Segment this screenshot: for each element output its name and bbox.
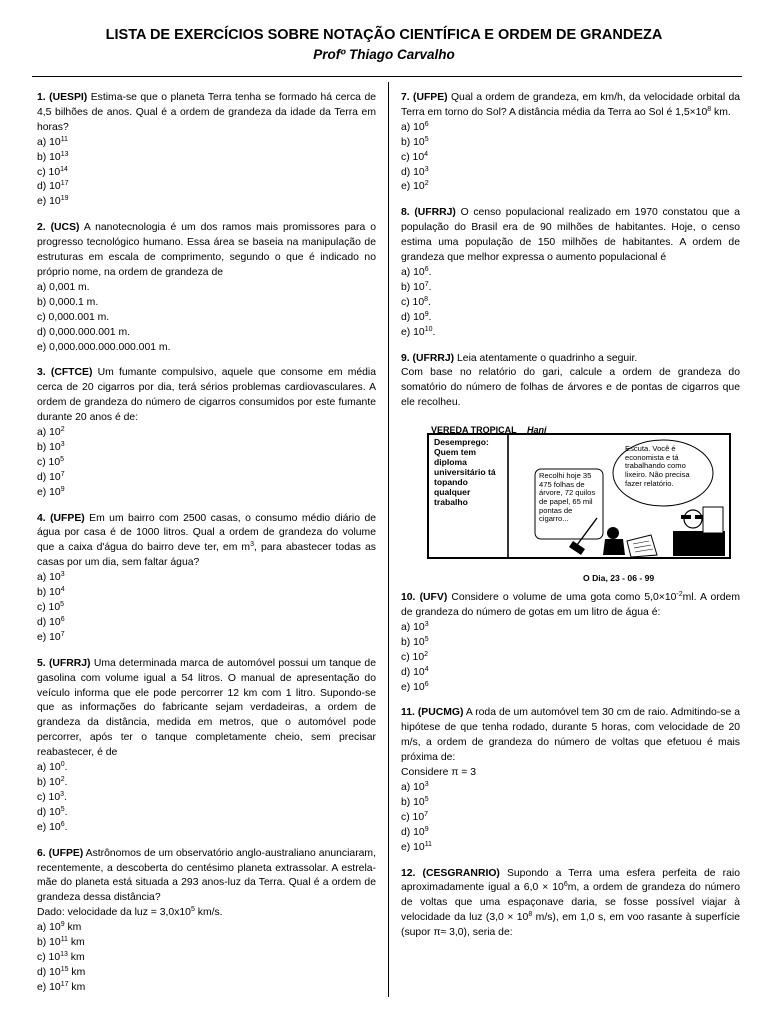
answer-option: b) $10^7$. xyxy=(401,280,432,293)
given-text: km/s. xyxy=(194,907,223,919)
answer-option: c) $10^5$ xyxy=(37,455,65,468)
exponent: 4 xyxy=(424,665,429,673)
question-stem xyxy=(401,91,740,121)
exponent: 6 xyxy=(424,680,429,688)
comic-strip xyxy=(427,423,732,584)
exponent: 7 xyxy=(424,280,429,288)
question-text: Estima-se que o planeta Terra tenha se formado há cerca de 4,5 bilhões de anos. Qual é a ordem de grandeza da idade da Terra em horas? xyxy=(37,92,376,133)
answer-option: b) $10^5$ xyxy=(401,795,429,808)
comic-signature: Hani xyxy=(527,425,547,436)
answer-option: d) $10^{15}$ km xyxy=(37,965,86,978)
option-list xyxy=(401,121,740,196)
exponent: 13 xyxy=(60,950,68,958)
answer-option: d) $10^3$ xyxy=(401,165,429,178)
exponent: 7 xyxy=(60,630,65,638)
question-9 xyxy=(401,352,740,582)
question-text: m, a ordem de grandeza do número de voltas que uma espaçonave daria, se fosse possível viajar à velocidade da luz (3,0 × 10 xyxy=(401,882,740,924)
exponent: 3 xyxy=(424,620,429,628)
answer-option: b) 0,000.1 m. xyxy=(37,296,99,308)
option-list xyxy=(401,621,740,696)
exponent: 7 xyxy=(60,470,65,478)
question-text: Uma determinada marca de automóvel possui um tanque de gasolina com volume igual a 54 litros. O manual de apresentação do veículo informa que ele pode percorrer 12 km com 1 litro. Supondo-se que as informações do fabricante sejam verdadeiras, a ordem de grandeza da distância, medida em metros, que o automóvel pode percorrer, após ter o tanque completamente cheio, sem precisar reabastecer, é de xyxy=(37,657,376,759)
question-stem xyxy=(401,706,740,766)
question-text: km. xyxy=(711,106,731,118)
answer-option: b) $10^2$. xyxy=(37,775,68,788)
comic-speech-bubble-boss: Escuta. Você é economista e tá trabalhando como lixeiro. Não precisa fazer relatório. xyxy=(625,444,690,488)
exponent: 3 xyxy=(424,781,429,788)
answer-option: d) $10^{17}$ xyxy=(37,180,69,193)
exponent: 2 xyxy=(424,180,429,188)
exponent: 7 xyxy=(424,810,429,818)
question-12 xyxy=(401,867,740,942)
exponent: 11 xyxy=(60,135,68,143)
answer-option: c) $10^4$ xyxy=(401,150,429,163)
exponent: 17 xyxy=(60,180,69,188)
answer-option: a) 0,001 m. xyxy=(37,281,90,293)
question-stem xyxy=(37,847,376,907)
question-stem xyxy=(37,657,376,761)
question-stem xyxy=(37,512,376,572)
answer-option: e) $10^{11}$ xyxy=(401,840,432,853)
exponent: 8 xyxy=(528,911,533,919)
exponent: 3 xyxy=(250,541,254,549)
question-stem xyxy=(401,591,740,621)
question-number: 6. (UFPE) xyxy=(37,847,84,859)
exponent: 13 xyxy=(60,150,69,158)
question-7 xyxy=(401,91,740,195)
answer-option: e) $10^6$. xyxy=(37,820,68,833)
answer-option: b) $10^{13}$ xyxy=(37,150,69,163)
answer-option: a) $10^6$ xyxy=(401,120,429,133)
question-number: 10. (UFV) xyxy=(401,592,448,604)
exponent: 14 xyxy=(60,165,68,173)
question-4 xyxy=(37,512,376,646)
option-list xyxy=(37,921,376,996)
question-number: 4. (UFPE) xyxy=(37,512,85,524)
answer-option: e) $10^7$ xyxy=(37,630,65,643)
answer-option: d) $10^6$ xyxy=(37,615,65,628)
option-list xyxy=(37,136,376,211)
exponent: 4 xyxy=(424,150,429,158)
answer-option: c) $10^8$. xyxy=(401,295,431,308)
question-text: Considere o volume de uma gota como 5,0×10 xyxy=(451,592,677,604)
option-list xyxy=(37,761,376,836)
question-text: Leia atentamente o quadrinho a seguir. xyxy=(457,352,638,364)
answer-option: b) $10^5$ xyxy=(401,135,429,148)
exponent: 4 xyxy=(60,586,65,594)
question-stem xyxy=(401,352,740,367)
question-stem xyxy=(37,91,376,136)
answer-option: c) $10^2$ xyxy=(401,650,429,663)
question-1 xyxy=(37,91,376,210)
question-stem xyxy=(37,366,376,426)
answer-option: a) $10^6$. xyxy=(401,265,432,278)
answer-option: e) 0,000.000.000.000.001 m. xyxy=(37,341,171,353)
question-stem xyxy=(37,221,376,281)
answer-option: c) $10^{14}$ xyxy=(37,165,68,178)
answer-option: e) $10^2$ xyxy=(401,180,429,193)
question-10 xyxy=(401,591,740,695)
header-divider xyxy=(32,76,742,77)
question-text: Com base no relatório do gari, calcule a ordem de grandeza do somatório do número de folhas de árvores e de pontas de cigarros que ele recolheu. xyxy=(401,367,740,409)
exponent: 8 xyxy=(424,295,429,303)
exponent: 5 xyxy=(60,601,65,608)
exponent: 15 xyxy=(60,965,69,973)
exponent: 19 xyxy=(60,195,69,203)
exponent: 9 xyxy=(424,310,429,318)
exponent: 5 xyxy=(60,455,65,463)
comic-source-date: O Dia, 23 - 06 - 99 xyxy=(583,573,655,584)
comic-caption-box: Desemprego: Quem tem diploma universitário tá topando qualquer trabalho xyxy=(434,437,496,508)
question-3 xyxy=(37,366,376,500)
option-list xyxy=(37,426,376,501)
exponent: 8 xyxy=(707,105,712,113)
question-text: Astrônomos de um observatório anglo-australiano anunciaram, recentemente, a descoberta do centésimo planeta extrassolar. A estrela-mãe do planeta está situada a 293 anos-luz da Terra. Qual é a ordem de grandeza dessa distância? xyxy=(37,847,376,904)
exponent: 5 xyxy=(190,906,195,914)
question-text: ml. A ordem de grandeza do número de gotas em um litro de água é: xyxy=(401,592,740,619)
answer-option: c) $10^{13}$ km xyxy=(37,950,85,963)
question-number: 11. (PUCMG) xyxy=(401,707,464,719)
answer-option: b) $10^{11}$ km xyxy=(37,936,85,949)
exponent: 6 xyxy=(563,881,568,889)
page-title: LISTA DE EXERCÍCIOS SOBRE NOTAÇÃO CIENTÍFICA E ORDEM DE GRANDEZA xyxy=(105,27,663,43)
question-text: A roda de um automóvel tem 30 cm de raio. Admitindo-se a hipótese de que tenha rodado, durante 5 horas, com velocidade de 20 m/s, a ordem de grandeza do número de voltas que efetuou é mais próxima de: xyxy=(401,707,740,764)
question-stem xyxy=(401,867,740,942)
exponent: -2 xyxy=(676,591,683,599)
question-text: A nanotecnologia é um dos ramos mais promissores para o progresso tecnológico humano. Essa área se baseia na manipulação de estruturas em escala de comprimento, segundo o que é indicado no próprio nome, na ordem de grandeza de xyxy=(37,222,376,278)
author-name: Profº Thiago Carvalho xyxy=(313,47,455,62)
answer-option: d) 0,000.000.001 m. xyxy=(37,326,131,338)
exponent: 3 xyxy=(60,440,65,448)
exponent: 10 xyxy=(424,325,433,333)
option-list xyxy=(401,781,740,856)
answer-option: d) $10^7$ xyxy=(37,470,65,483)
answer-option: e) $10^{19}$ xyxy=(37,195,69,208)
given-text: Dado: velocidade da luz = 3,0x10 xyxy=(37,907,191,919)
answer-option: d) $10^5$. xyxy=(37,805,68,818)
exponent: 6 xyxy=(424,265,429,273)
exponent: 3 xyxy=(60,571,65,579)
answer-option: d) $10^9$. xyxy=(401,310,432,323)
answer-option: b) $10^3$ xyxy=(37,440,65,453)
question-number: 9. (UFRRJ) xyxy=(401,352,455,364)
answer-option: a) $10^{11}$ xyxy=(37,135,68,148)
question-2 xyxy=(37,221,376,355)
answer-option: c) $10^7$ xyxy=(401,810,429,823)
option-list xyxy=(401,266,740,341)
question-number: 2. (UCS) xyxy=(37,222,80,234)
comic-speech-bubble-gari: Recolhi hoje 35 475 folhas de árvore, 72 quilos de papel, 65 mil pontas de cigarro... xyxy=(539,471,596,524)
exponent: 5 xyxy=(60,805,65,813)
question-stem xyxy=(401,206,740,266)
answer-option: b) $10^4$ xyxy=(37,586,65,599)
option-list xyxy=(37,571,376,646)
answer-option: a) $10^9$ km xyxy=(37,921,82,934)
answer-option: e) $10^6$ xyxy=(401,680,429,693)
question-text: m/s), em 1,0 s, em voo rasante à superfície (supor π≈ 3,0), seria de: xyxy=(401,912,740,939)
question-number: 12. (CESGRANRIO) xyxy=(401,867,500,879)
exponent: 11 xyxy=(424,840,432,848)
exponent: 11 xyxy=(60,936,68,944)
exponent: 6 xyxy=(424,120,429,128)
question-5 xyxy=(37,657,376,836)
exponent: 9 xyxy=(424,825,429,833)
exponent: 5 xyxy=(424,135,429,143)
question-number: 3. (CFTCE) xyxy=(37,367,93,379)
option-list xyxy=(37,281,376,356)
comic-title: VEREDA TROPICAL xyxy=(431,425,517,436)
column-divider xyxy=(388,82,389,997)
answer-option: b) $10^5$ xyxy=(401,635,429,648)
exponent: 3 xyxy=(60,790,65,798)
question-text: O censo populacional realizado em 1970 constatou que a população do Brasil era de 90 milhões de habitantes. Hoje, o censo estima uma população de 150 milhões de habitantes. A ordem de grandeza que melhor expressa o aumento populacional é xyxy=(401,207,740,264)
answer-option: e) $10^{10}$. xyxy=(401,325,436,338)
exponent: 6 xyxy=(60,820,65,828)
question-number: 8. (UFRRJ) xyxy=(401,207,456,219)
answer-option: a) $10^2$ xyxy=(37,426,65,439)
exponent: 2 xyxy=(60,426,65,434)
right-column xyxy=(401,91,740,941)
question-number: 5. (UFRRJ) xyxy=(37,657,91,669)
question-number: 7. (UFPE) xyxy=(401,92,448,103)
question-text: Em um bairro com 2500 casas, o consumo médio diário de água por casa é de 1000 litros. Qual a ordem de grandeza do volume que a caixa d'água do bairro deve ter, em m xyxy=(37,512,377,554)
answer-option: d) $10^4$ xyxy=(401,665,429,678)
answer-option: a) $10^3$ xyxy=(401,620,429,633)
question-8 xyxy=(401,206,740,340)
given-data xyxy=(37,906,376,921)
answer-option: c) 0,000.001 m. xyxy=(37,311,110,323)
left-column xyxy=(37,91,376,996)
exponent: 9 xyxy=(60,921,65,929)
exponent: 2 xyxy=(424,650,429,658)
exponent: 3 xyxy=(424,165,429,173)
question-text: Um fumante compulsivo, aquele que consome em média cerca de 20 cigarros por dia, terá sérios problemas cardiovasculares. A ordem de grandeza do número de cigarros consumidos por este fumante durante 20 anos é de: xyxy=(37,367,376,424)
exponent: 17 xyxy=(60,980,69,988)
question-number: 1. (UESPI) xyxy=(37,92,88,103)
question-text: , para abastecer todas as casas por um dia, sem faltar água? xyxy=(37,542,376,569)
exponent: 5 xyxy=(424,635,429,643)
given-data: Considere π = 3 xyxy=(401,767,477,779)
question-text: Supondo a Terra uma esfera perfeita de raio aproximadamente igual a 6,0 × 10 xyxy=(401,867,740,894)
exponent: 6 xyxy=(60,615,65,623)
answer-option: d) $10^9$ xyxy=(401,825,429,838)
question-6 xyxy=(37,847,376,996)
exponent: 0 xyxy=(60,761,65,769)
exponent: 5 xyxy=(424,795,429,803)
question-text: Qual a ordem de grandeza, em km/h, da velocidade orbital da Terra em torno do Sol? A distância média da Terra ao Sol é 1,5×10 xyxy=(401,92,741,118)
answer-option: a) $10^0$. xyxy=(37,761,68,774)
question-11 xyxy=(401,706,740,855)
answer-option: a) $10^3$ xyxy=(401,781,429,793)
answer-option: e) $10^{17}$ km xyxy=(37,980,86,993)
answer-option: e) $10^9$ xyxy=(37,485,65,498)
answer-option: a) $10^3$ xyxy=(37,571,65,584)
exponent: 2 xyxy=(60,775,65,783)
answer-option: c) $10^3$. xyxy=(37,790,67,803)
answer-option: c) $10^5$ xyxy=(37,601,65,613)
exponent: 9 xyxy=(60,485,65,493)
